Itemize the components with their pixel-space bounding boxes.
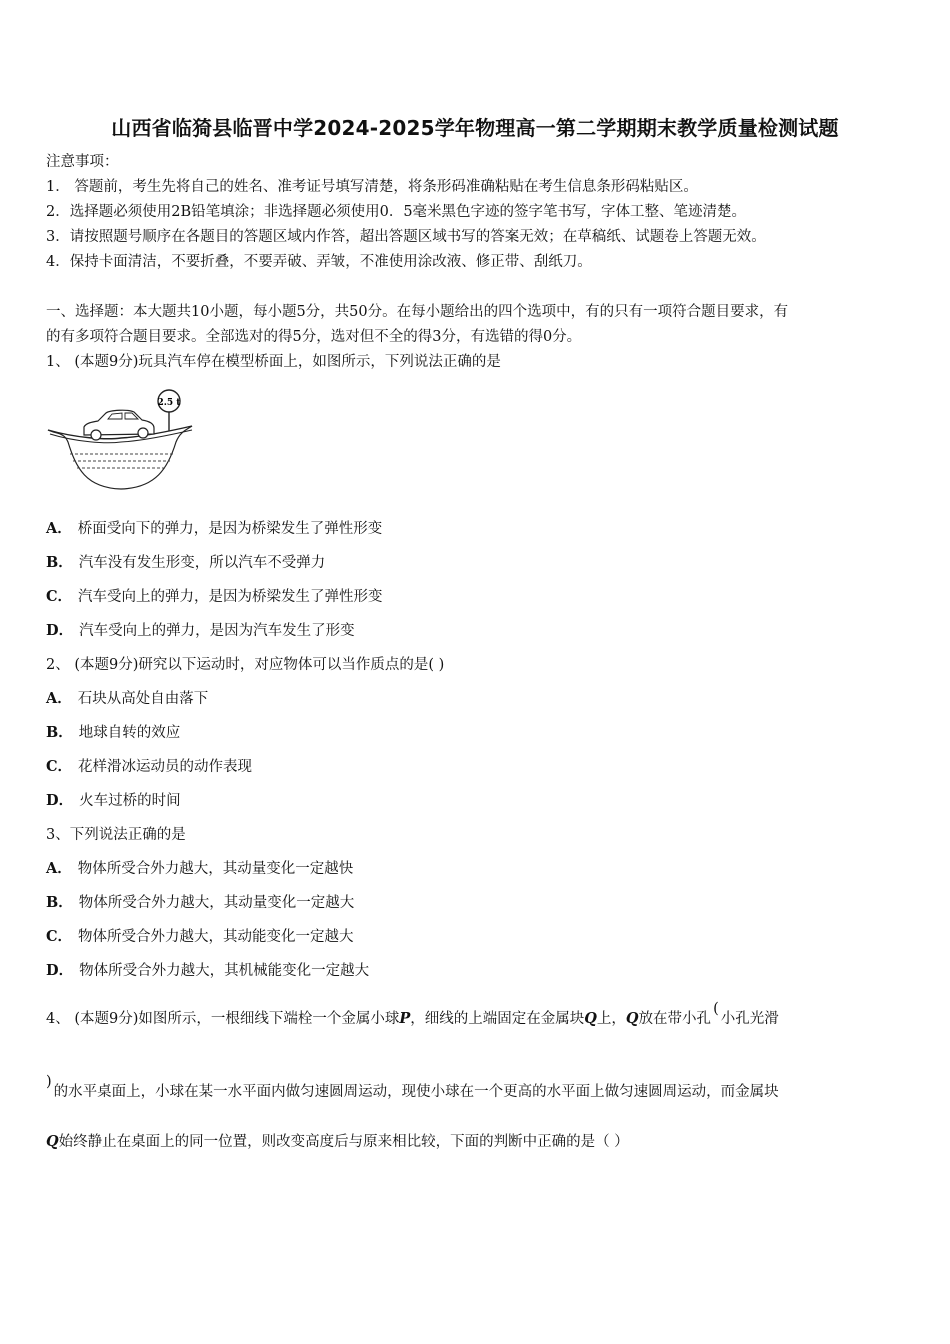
q4-stem-line-1: 4、 (本题9分)如图所示，一根细线下端栓一个金属小球P，细线的上端固定在金属块Q上，Q放在带小孔(小孔光滑 — [46, 1001, 779, 1027]
var-q-2: Q — [625, 1010, 639, 1027]
q2-option-c: C． 花样滑冰运动员的动作表现 — [46, 758, 253, 775]
q3-option-c: C． 物体所受合外力越大，其动能变化一定越大 — [46, 928, 354, 945]
page-title: 山西省临猗县临晋中学2024-2025学年物理高一第二学期期末教学质量检测试题 — [111, 116, 839, 140]
q3-stem: 3、下列说法正确的是 — [46, 827, 186, 843]
q1-option-b: B． 汽车没有发生形变，所以汽车不受弹力 — [46, 554, 326, 571]
q2-option-b: B． 地球自转的效应 — [46, 724, 181, 741]
var-q: Q — [584, 1010, 597, 1027]
q1-option-a: A． 桥面受向下的弹力，是因为桥梁发生了弹性形变 — [46, 520, 383, 537]
q3-option-a: A． 物体所受合外力越大，其动量变化一定越快 — [46, 860, 354, 877]
q1-option-d: D． 汽车受向上的弹力，是因为汽车发生了形变 — [46, 622, 355, 639]
car-rear-wheel — [138, 428, 148, 438]
open-paren: ( — [713, 1001, 719, 1017]
notice-item-4: 4．保持卡面清洁，不要折叠，不要弄破、弄皱，不准使用涂改液、修正带、刮纸刀。 — [46, 254, 592, 270]
q1-stem: 1、 (本题9分)玩具汽车停在模型桥面上，如图所示，下列说法正确的是 — [46, 354, 501, 370]
var-p: P — [399, 1010, 411, 1027]
var-q-3: Q — [46, 1133, 59, 1150]
notice-item-2: 2．选择题必须使用2B铅笔填涂；非选择题必须使用0．5毫米黑色字迹的签字笔书写，字体工整、笔迹清楚。 — [46, 204, 747, 220]
notice-item-1: 1． 答题前，考生先将自己的姓名、准考证号填写清楚，将条形码准确粘贴在考生信息条形码粘贴区。 — [46, 179, 698, 195]
notice-heading: 注意事项： — [46, 154, 119, 170]
q4-stem-line-3: Q始终静止在桌面上的同一位置，则改变高度后与原来相比较，下面的判断中正确的是（ ） — [46, 1133, 629, 1150]
q2-option-a: A． 石块从高处自由落下 — [46, 690, 209, 707]
q1-option-c: C． 汽车受向上的弹力，是因为桥梁发生了弹性形变 — [46, 588, 383, 605]
section-intro-line-2: 的有多项符合题目要求。全部选对的得5分，选对但不全的得3分，有选错的得0分。 — [46, 329, 582, 345]
bridge-car-figure — [46, 388, 196, 494]
q3-option-d: D． 物体所受合外力越大，其机械能变化一定越大 — [46, 962, 370, 979]
q2-option-d: D． 火车过桥的时间 — [46, 792, 181, 809]
q4-stem-line-2: )的水平桌面上，小球在某一水平面内做匀速圆周运动，现使小球在一个更高的水平面上做匀速圆周运动，而金属块 — [46, 1074, 779, 1100]
q2-stem: 2、 (本题9分)研究以下运动时，对应物体可以当作质点的是( ) — [46, 657, 445, 673]
section-intro-line-1: 一、选择题：本大题共10小题，每小题5分，共50分。在每小题给出的四个选项中，有的只有一项符合题目要求，有 — [46, 304, 789, 320]
q3-option-b: B． 物体所受合外力越大，其动量变化一定越大 — [46, 894, 355, 911]
close-paren: ) — [46, 1074, 52, 1090]
notice-item-3: 3．请按照题号顺序在各题目的答题区域内作答，超出答题区域书写的答案无效；在草稿纸、试题卷上答题无效。 — [46, 229, 766, 245]
car-front-wheel — [91, 430, 101, 440]
weight-limit-text: 2.5 t — [157, 398, 181, 408]
